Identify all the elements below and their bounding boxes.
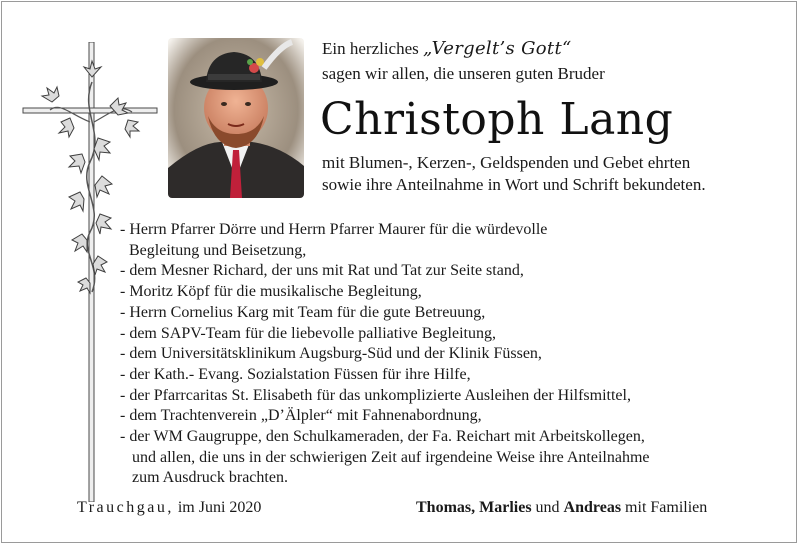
list-item: - dem Mesner Richard, der uns mit Rat und Tat zur Seite stand,	[120, 262, 524, 280]
intro-line-1	[322, 36, 605, 61]
list-item: - dem Universitätsklinikum Augsburg-Süd und der Klinik Füssen,	[120, 345, 542, 363]
signers	[416, 499, 707, 517]
signer-andreas: Andreas	[563, 499, 622, 516]
thanks-line-1: mit Blumen-, Kerzen-, Geldspenden und Gebet ehrten	[322, 153, 691, 172]
list-item: - der WM Gaugruppe, den Schulkameraden, der Fa. Reichart mit Arbeitskollegen,	[120, 428, 645, 446]
closing-line-2: zum Ausdruck brachten.	[132, 469, 288, 486]
thanks-text	[322, 152, 706, 196]
deceased-name: Christoph Lang	[320, 94, 674, 145]
obituary-card	[1, 1, 797, 543]
signer-suffix: mit Familien	[625, 499, 708, 516]
closing-line-1: und allen, die uns in der schwierigen Zeit auf irgendeine Weise ihre Anteilnahme	[132, 449, 650, 466]
list-item: - dem Trachtenverein „D’Älpler“ mit Fahnenabordnung,	[120, 407, 482, 425]
list-item: - der Pfarrcaritas St. Elisabeth für das unkomplizierte Ausleihen der Hilfsmittel,	[120, 386, 631, 404]
list-item: - Herrn Cornelius Karg mit Team für die gute Betreuung,	[120, 303, 486, 321]
list-item-text: - Herrn Pfarrer Dörre und Herrn Pfarrer Maurer für die würdevolle	[120, 221, 548, 238]
place-name: Trauchgau,	[77, 499, 174, 516]
signer-marlies: Marlies	[479, 499, 532, 516]
date-text: im Juni 2020	[177, 499, 262, 516]
intro-text	[322, 36, 605, 86]
intro-line-2: sagen wir allen, die unseren guten Bruder	[322, 64, 605, 83]
list-item: - Moritz Köpf für die musikalische Begleitung,	[120, 283, 422, 301]
signer-thomas: Thomas,	[416, 499, 476, 516]
list-item	[120, 220, 645, 261]
portrait-photo	[168, 38, 304, 198]
list-item: - dem SAPV-Team für die liebevolle palliative Begleitung,	[120, 324, 496, 342]
thanks-line-2: sowie ihre Anteilnahme in Wort und Schrift bekundeten.	[322, 175, 706, 194]
list-item: - der Kath.- Evang. Sozialstation Füssen für ihre Hilfe,	[120, 365, 471, 383]
signer-connector: und	[535, 499, 560, 516]
vergelts-gott-quote: „Vergelt’s Gott“	[423, 38, 572, 59]
intro-prefix: Ein herzliches	[322, 39, 424, 58]
acknowledgement-list	[120, 220, 645, 448]
closing-text	[132, 448, 650, 488]
place-date	[77, 499, 261, 517]
list-item-continuation: Begleitung und Beisetzung,	[129, 241, 307, 259]
portrait-image	[168, 38, 304, 198]
